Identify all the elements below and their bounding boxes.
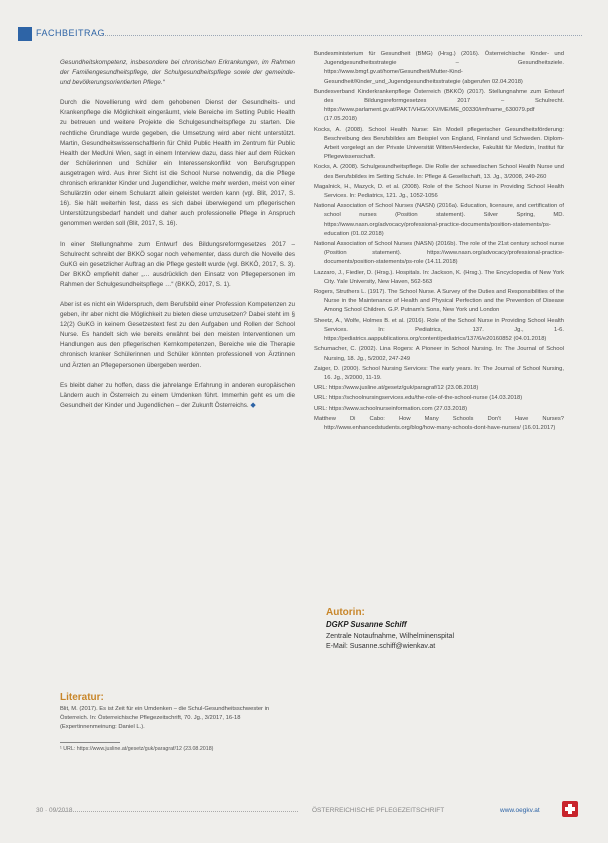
section-marker — [18, 27, 32, 41]
footnote: ¹ URL: https://www.jusline.at/gesetz/guk/paragraf/12 (23.08.2018) — [60, 746, 214, 752]
end-mark-icon: ◆ — [250, 401, 256, 409]
body-paragraph-3: Aber ist es nicht ein Widerspruch, dem Berufsbild einer Profession Kompetenzen zu geben, ihr aber nicht die Möglichkeit zu bieten diese umzusetzen? Dabei steht im § 12(2) GuKG in keinem Gesetzestext fest zu den Aufgaben und Rollen der School Nurse. Es handelt sich wie bereits erwähnt bei den meisten Interventionen um Handlungen aus den pflegerischen Kernkompetenzen, Bereiche wie die Therapie chronisch kranker Schülerinnen und Schüler könnten professionell von Ärztinnen und Ärzten an Pflegepersonen übergeben werden. — [60, 300, 295, 369]
body-paragraph-4-text: Es bleibt daher zu hoffen, dass die jahrelange Erfahrung in anderen europäischen Ländern auch in Österreich zu einem Umdenken führt. Immerhin geht es um die Gesundheit der Kinder und Jugendlichen – der Zukunft Österreichs. — [60, 381, 295, 409]
reference-item: Zaiger, D. (2000). School Nursing Services: The early years. In: The Journal of School Nursing, 16. Jg., 3/2000, 11-19. — [314, 365, 564, 381]
quote-paragraph: Gesundheitskompetenz, insbesondere bei chronischen Erkrankungen, im Rahmen der Familiengesundheitspflege, der Schulgesundheitspflege sowie der gemeinde- und bevölkerungsorientierten Pflege.“ — [60, 59, 295, 87]
footer-divider — [58, 811, 298, 812]
reference-item: Schumacher, C. (2002). Lina Rogers: A Pioneer in School Nursing. In: The Journal of School Nursing, 18. Jg., 5/2002, 247-249 — [314, 346, 564, 362]
journal-url: www.oegkv.at — [500, 807, 540, 814]
author-name: DGKP Susanne Schiff — [326, 620, 407, 629]
reference-item: Lazzaro, J., Fiedler, D. (Hrsg.). Hospitals. In: Jackson, K. (Hrsg.). The Encyclopedia of New York City. Yale University, New Haven, 562-563 — [314, 269, 564, 285]
journal-logo-icon — [562, 801, 578, 817]
author-heading: Autorin: — [326, 607, 365, 618]
reference-item: Rogers, Struthers L. (1917). The School Nurse. A Survey of the Duties and Responsibilities of the Nurse in the Maintenance of Health and Physical Perfection and the Prevention of Disease Among School Children. G.P. Putnam's Sons, New York und London — [314, 289, 564, 314]
literature-entry: Blit, M. (2017). Es ist Zeit für ein Umdenken – die Schul-Gesundheitsschwester in Österreich. In: Österreichische Pflegezeitschrift, 70. Jg., 3/2017, 16-18 (Expertinnenmeinung: Daniel L.). — [60, 706, 270, 730]
reference-item: URL: https://www.jusline.at/gesetz/guk/paragraf/12 (23.08.2018) — [314, 385, 479, 392]
left-column — [60, 58, 295, 421]
reference-item: URL: https://www.schoolnurseinformation.com (27.03.2018) — [314, 405, 468, 412]
reference-list — [314, 50, 564, 434]
reference-item: Bundesministerium für Gesundheit (BMG) (Hrsg.) (2016). Österreichische Kinder- und Jugendgesundheitsstrategie – Gesundheitsziele. https://www.bmgf.gv.at/home/Gesundheit/Mutter-Kind-Gesundheit/Kinder_und_Jugendgesundheitsstrategie (abgerufen 02.04.2018) — [314, 51, 564, 85]
header-divider — [96, 35, 582, 36]
reference-item: Bundesverband Kinderkrankenpflege Österreich (BKKÖ) (2017). Stellungnahme zum Entwurf des Bildungsreformgesetzes 2017 – Schulrecht. https://www.parlament.gv.at/PAKT/VHG/XXV/ME/ME_00330/imfname_630079.pdf (17.05.2018) — [314, 88, 564, 123]
journal-name: ÖSTERREICHISCHE PFLEGEZEITSCHRIFT — [312, 807, 445, 814]
reference-item: Kocks, A. (2008). Schulgesundheitspflege. Die Rolle der schwedischen School Health Nurse und des Berufsbildes im Setting Schule. In: Pflege & Gesellschaft, 13. Jg., 3/2008, 249-260 — [314, 164, 564, 180]
reference-item: Sheetz, A., Wolfe, Holmes B. et al. (2016). Role of the School Nurse in Providing School Health Services. In: Pediatrics, 137. Jg., 1-6. https://pediatrics.aappublications.org/content/pediatrics/137/6/e20160852 (04.01.2018) — [314, 317, 564, 343]
reference-item: Magalnick, H., Mazyck, D. et al. (2008). Role of the School Nurse in Providing School Health Services. In: Pediatrics, 121. Jg., 1052-1056 — [314, 183, 564, 200]
page-number: 30 · 09/2018 — [36, 807, 73, 814]
reference-item: Kocks, A. (2008). School Health Nurse: Ein Modell pflegerischer Gesundheitsförderung: Beschreibung des Berufsbildes am Beispiel von England, Finnland und Schweden. Diplom-Arbeit vorgelegt an der Private Universität Witten/Herdecke, Fakultät für Medizin, Institut für Pflegewissenschaft. — [314, 126, 564, 161]
literature-heading: Literatur: — [60, 692, 104, 703]
reference-item: URL: https://schoolnursingservices.edu/the-role-of-the-school-nurse (14.03.2018) — [314, 395, 523, 402]
body-paragraph-1: Durch die Novellierung wird dem gehobenen Dienst der Gesundheits- und Krankenpflege die Möglichkeit eingeräumt, viele Bereiche im Setting Public Health zu betreuen und weitere Projekte die Schulgesundheitspflege zu starten. Die rechtliche Grundlage wurde gegeben, die Umsetzung wird aber nicht unterstützt. Martin, Gesundheitswissenschaftlerin für Child Public Health im Zentrum für Public Health der MedUni Wien, sagt in einem Interview dazu, dass hier auf dem Rücken der Schülerinnen und Schüler ein Interessenskonflikt von Berufsgruppen ausgetragen wird. Aus ihrer Sicht ist die School Nurse notwendig, da die Pflege chronisch erkrankter Kinder und Jugendlicher, welche mehr werden, meist von einer Schulärztin oder einem Schularzt allein geleistet werden kann (vgl. Blit, 2017, S. 16). Sie hält weiterhin fest, dass es sich dabei überwiegend um pflegerischen Unterstützungsbedarf handelt und daher auch professionelle Pflege in Anspruch genommen werden soll (Blit, 2017, S. 16). — [60, 99, 295, 228]
author-email: E-Mail: Susanne.schiff@wienkav.at — [326, 643, 436, 650]
body-paragraph-2: In einer Stellungnahme zum Entwurf des Bildungsreformgesetzes 2017 – Schulrecht schreibt der BKKÖ sogar noch vehementer, dass durch die Novelle des GuKG ein gesetzlicher Auftrag an die Pflege gestellt wurde (vgl. BKKÖ, 2017, S. 3). Der BKKÖ empfiehlt daher „… ausdrücklich den Einsatz von Pflegepersonen im Rahmen der Schulgesundheitspflege …“ (BKKÖ, 2017, S. 1). — [60, 240, 295, 288]
body-paragraph-4 — [60, 381, 295, 411]
footnote-divider — [60, 742, 120, 743]
reference-item: National Association of School Nurses (NASN) (2016a). Education, licensure, and certification of school nurses (Position statement). Silver Spring, MD. https://www.nasn.org/advocacy/professional-practice-documents/position-statements/ps-education (01.02.2018) — [314, 203, 564, 237]
reference-item: Matthew Di Cabo: How Many Schools Don't Have Nurses? http://www.enhancedstudents.org/blog/how-many-schools-dont-have-nurses/ (16.01.2017) — [314, 415, 564, 431]
author-workplace: Zentrale Notaufnahme, Wilhelminenspital — [326, 633, 455, 640]
section-label: FACHBEITRAG — [36, 28, 106, 38]
reference-item: National Association of School Nurses (NASN) (2016b). The role of the 21st century school nurse (Position statement). https://www.nasn.org/advocacy/professional-practice-documents/position-statements/ps-role (14.11.2018) — [314, 241, 564, 266]
